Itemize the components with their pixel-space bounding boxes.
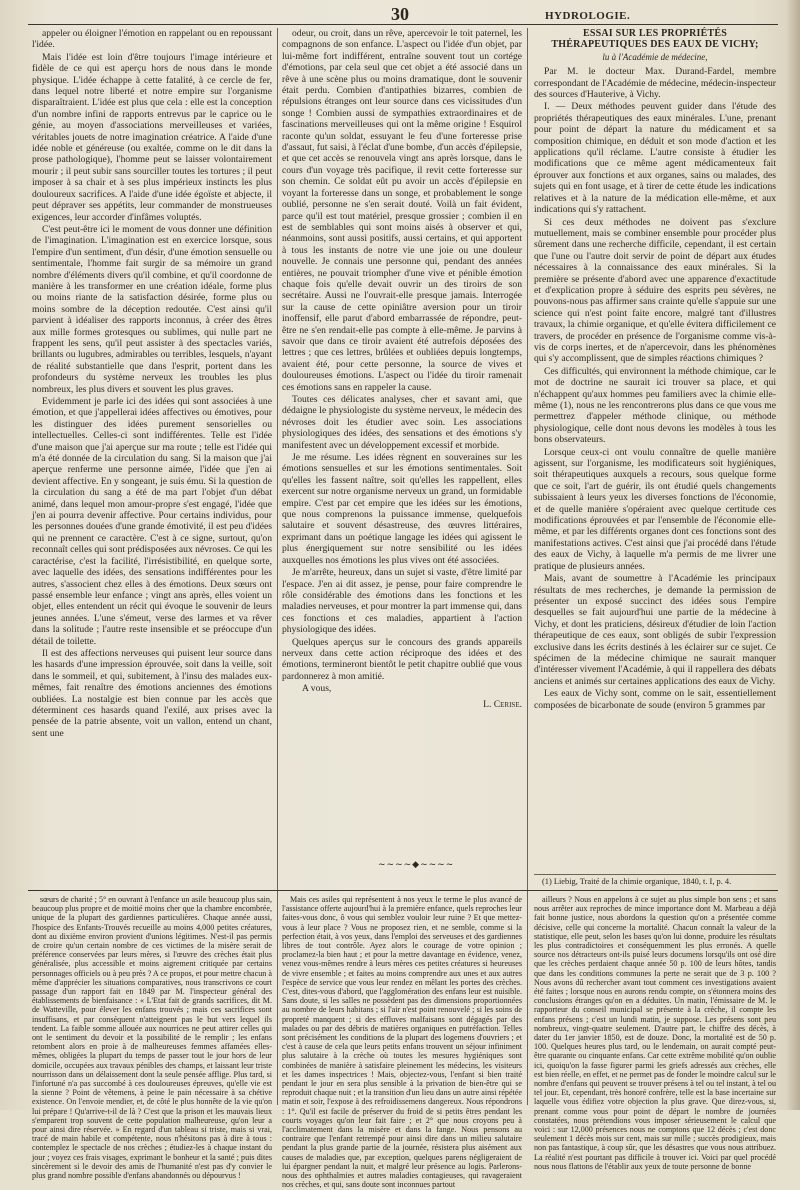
column-divider xyxy=(277,895,278,1105)
paragraph: Ces difficultés, qui environnent la méthode chimique, car le mot de doctrine ne saurait ici trouver sa place, et qui n'échappent qu'aux hommes peu familiers avec la chimie elle-même (1), nous ne les rencontrerons plus dans ce que vous me permettrez d'appeler méthode clinique, ou méthode physiologique, celle dont nous devons les modèles à tous les bons observateurs. xyxy=(534,365,776,446)
paragraph: Je me résume. Les idées règnent en souveraines sur les émotions sensuelles et sur les émotions sentimentales. Soit qu'elles les fassent naître, soit qu'elles les rappellent, elles exercent sur notre organisme nerveux un grand, un formidable empire. C'est par cet empire que les idées sur les émotions, que nous comprenons la puissance immense, quelquefois salutaire et souvent désastreuse, des œuvres littéraires, exprimant dans un poétique langage les idées qui agissent le plus énergiquement sur notre sensibilité ou les idées auxquelles nos émotions les plus vives ont été associées. xyxy=(282,452,522,566)
paragraph: sœurs de charité ; 5° en ouvrant à l'enfance un asile beaucoup plus sain, beaucoup plus propre et de moitié moins cher que la chambre encombrée, unique de la plupart des gardiennes particulières. Chaque année aussi, l'hospice des Enfants-Trouvés recueille au moins 4,000 petites créatures, dont au dixième environ provient d'unions légitimes. N'est-il pas permis de croire qu'un certain nombre de ces victimes de la misère serait de préférence conservées par leurs mères, si l'œuvre des crèches était plus généralisée, plus accessible et moins aigrement critiquée par certains personnages officiels ou à peu près ? A ce propos, et pour mettre chacun à même d'apprécier les situations comparatives, nous transcrivons ce court passage d'un rapport fait en 1849 par M. l'inspecteur général des établissements de bienfaisance : « L'Etat fait de grands sacrifices, dit M. de Watteville, pour élever les enfans trouvés ; mais ces sacrifices sont insuffisans, et par conséquent n'atteignent pas le but vers lequel ils tendent. La faible somme allouée aux nourrices ne peut attirer celles qui ont le sentiment du devoir et la possibilité de le remplir ; les enfans retombent alors en proie à de malheureuses femmes affamées elles-mêmes, obligées la plupart du temps de passer tout le jour hors de leur domicile, occupées aux travaux pénibles des champs, et laissant leur triste nourrisson dans un délaissement dont la seule pensée afflige. Plus tard, si l'infortuné n'a pas succombé à ces douloureuses épreuves, qu'elle vie est la sienne ? Point de vêtemens, à peine le pain nécessaire à sa chétive existence. On l'envoie mendier, et, de côté le plus honnête de la vie qu'on lui prépare ! Qu'arrive-t-il de là ? C'est que la prison et les mauvais lieux s'emparent trop souvent de cette population malheureuse, qu'on leur a pour ainsi dire réservée. » En regard d'un tableau si triste, mais si vrai, tracé de main habile et compétente, nous n'hésitons pas à dire à tous : contemplez le spectacle de nos crèches ; étudiez-les à chaque instant du jour ; voyez ces frais visages, exprimant le bonheur et la santé ; puis dites sincèrement si le devoir des amis de l'humanité n'est pas d'y convier le plus grand nombre possible d'enfans abandonnés ou dépourvus ! xyxy=(32,895,272,1181)
top-rule xyxy=(28,24,778,25)
paragraph: Si ces deux méthodes ne doivent pas s'exclure mutuellement, mais se combiner ensemble pour procéder plus sûrement dans une recherche difficile, cependant, il est certain que l'une ou l'autre doit servir de point de départ aux études nécessaires à la connaissance des eaux minérales. Si la première se présente d'abord avec une apparence d'exactitude et d'explication propre à séduire des esprits peu sévères, ne pouvons-nous pas affirmer sans crainte qu'elle s'appuie sur une science qui n'est point faite encore, malgré tant d'illustres travaux, la chimie organique, et qu'elle évitera difficilement ce travers, de procéder en présence de l'organisme comme vis-à-vis de corps inertes, et de n'apercevoir, dans les phénomènes qui s'y accomplissent, que de simples réactions chimiques ? xyxy=(534,216,776,365)
author-line: Par M. le docteur Max. Durand-Fardel, membre correspondant de l'Académie de médecine, médecin-inspecteur des sources d'Hauterive, à Vichy. xyxy=(534,66,776,101)
section-ornament: ~~~~◆~~~~ xyxy=(378,860,455,870)
article-column-3 xyxy=(534,28,776,890)
paragraph: Toutes ces délicates analyses, cher et savant ami, que dédaigne le physiologiste du système nerveux, le médecin des névroses doit les étudier avec soin. Les associations physiologiques des idées, des sensations et des émotions s'y manifestent avec un développement excessif et morbide. xyxy=(282,394,522,451)
paragraph: odeur, ou croit, dans un rêve, apercevoir le toit paternel, les compagnons de son enfance. L'aspect ou l'idée d'un objet, par lui-même fort indifférent, entraîne souvent tout un cortége d'émotions, par cela seul que cet objet a été associé dans un rêve à une scène plus ou moins dramatique, dont le souvenir était perdu. Combien d'antipathies bizarres, combien de répulsions étranges ont leur source dans ces vicissitudes d'un songe ! Combien aussi de sympathies extraordinaires et de fascinations merveilleuses qui ont la même origine ! Esquirol raconte qu'un soldat, essuyant le feu d'une forteresse prise d'assaut, fut saisi, à l'éclat d'une bombe, d'un accès d'épilepsie, et que cet accès se renouvela vingt ans après lorsque, dans le cours d'un voyage très pacifique, il revit cette forteresse sur son chemin. Ce soldat eût pu avoir un accès d'épilepsie en voyant la forteresse dans un songe, et probablement le songe oublié, personne ne s'en serait douté. Voilà un fait évident, parce qu'il est tout matériel, presque grossier ; combien il en est de semblables qui sont moins aisés à observer et qui, néanmoins, sont aussi positifs, aussi certains, et qui apportent à tous les instants de notre vie une joie ou une douleur nouvelle. Je connais une personne qui, pendant des années entières, ne pouvait triompher d'une vive et pénible émotion chaque fois qu'elle devait ouvrir un des tiroirs de son secrétaire. Aussi ne l'ouvrait-elle presque jamais. Interrogée sur la cause de cette opiniâtre aversion pour un tiroir inoffensif, elle parut d'abord embarrassée de répondre, peut-être ne s'en rendait-elle pas compte à elle-même. Je parvins à savoir que dans ce tiroir avaient été autrefois déposées des lettres ; que ces lettres, brûlées et oubliées depuis longtemps, avaient été, pour cette personne, la source de vives et douloureuses émotions. L'aspect ou l'idée du tiroir ramenait ces émotions sans en rappeler la cause. xyxy=(282,28,522,393)
paragraph: Mais ces asiles qui représentent à nos yeux le terme le plus avancé de l'assistance offerte aujourd'hui à la première enfance, quels reproches leur faites-vous donc, ô vous qui semblez vouloir leur ruine ? Et que mettez-vous à leur place ? Vous ne proposez rien, et ne semble, comme si la perfection était, à vos yeux, dans l'emploi des serveuses et des gardiennes libres de tout contrôle. Ayez alors le courage de votre opinion ; proclamez-la bien haut ; et pour la mettre davantage en évidence, venez, venez vous-mêmes rendre à leurs mères ces petites créatures si heureuses de vivre ensemble ; et faites au moins comprendre aux unes et aux autres l'espèce de service que vous leur rendez en mêlant les portes des crèches. C'est, dites-vous d'abord, que l'agglomération des enfans leur est nuisible. Sans doute, si les salles ne possèdent pas des dimensions proportionnées au nombre de leurs habitans ; si l'air n'est point renouvelé ; si les soins de propreté manquent ; si des effluves malfaisans sont dégagés par des malades ou par des débris de matières organiques en putréfaction. Telles sont précisément les conditions de la plupart des logemens d'ouvriers ; et c'est à cause de cela que leurs petits enfans trouvent un séjour infiniment plus salutaire à la crèche où toutes les mesures hygiéniques sont combinées de manière à satisfaire pleinement les médecins, les visiteurs et les dames inspectrices ! Mais, objectez-vous, l'enfant si bien traité pendant le jour en sera plus sensible à la privation de bien-être qui se reproduit chaque nuit ; et la transition d'un lieu dans un autre ainsi répétée matin et soir, l'expose à des refroidissemens dangereux. Nous répondrons : 1°. Qu'il est facile de préserver du froid de si petits êtres pendant les courts voyages qu'on leur fait faire ; et 2° que nous croyons peu à l'acclimatement dans la misère et dans la fange. Nous pensons au contraire que l'enfant retrempé pour ainsi dire dans un milieu salutaire pendant la plus grande partie de la journée, résistera plus aisément aux causes de maladies que, par exception, quelques parens négligeraient de lui épargner pendant la nuit, et malgré leur présence au logis. Parlerons-nous des ophthalmies et autres maladies contagieuses, qui ravageraient nos crèches, et qui, sans doute sont inconnues partout xyxy=(282,895,522,1190)
paragraph: C'est peut-être ici le moment de vous donner une définition de l'imagination. L'imagination est en exercice lorsque, sous l'empire d'un sentiment, d'un désir, d'une émotion sensuelle ou sentimentale, l'homme fait surgir de sa mémoire un grand nombre d'éléments divers qu'il combine, et qu'il coordonne de manière à les transformer en une création idéale, forme plus ou moins riante de la satisfaction désirée, forme plus ou moins sombre de la déception redoutée. C'est ainsi qu'il parvient à idéaliser des rapports inconnus, à créer des êtres aux mille formes grotesques ou sublimes, qui nulle part ne frappent les sens, qu'il peut assister à des spectacles variés, brillants ou lugubres, admirables ou terribles, lesquels, n'ayant de réalité substantielle que dans l'esprit, portent dans les profondeurs du système nerveux les troubles les plus nombreux, les plus divers et souvent les plus graves. xyxy=(32,223,272,395)
paragraph: I. — Deux méthodes peuvent guider dans l'étude des propriétés thérapeutiques des eaux minérales. L'une, prenant pour point de départ la nature du médicament et sa composition chimique, en déduit et son mode d'action et les applications qu'il réclame. L'autre consiste à étudier les modifications que ce même agent médicamenteux fait éprouver aux fonctions et aux organes, sains ou malades, des sujets qui en font usage, et à tirer de cette étude les indications relatives et à la nature de la médication elle-même, et aux indications qui s'y rattachent. xyxy=(534,101,776,216)
paragraph: ailleurs ? Nous en appelons à ce sujet au plus simple bon sens ; et sans nous arrêter aux reproches de mince importance dont M. Marbeau a déjà fait bonne justice, nous abordons la question qu'on a présentée comme décisive, celle qui concerne la mortalité. Chacun connaît la valeur de la statistique, elle peut, selon les bases qu'on lui donne, produire les résultats les plus contradictoires et conséquemment les plus erronés. A quelle source nos détracteurs ont-ils puisé leurs documens lorsqu'ils ont osé dire que les crèches perdaient chaque année 50 p. 100 de leurs hôtes, tandis que dans les conditions communes la perte ne serait que de 3 p. 100 ? Nous avons dû rechercher avant tout comment ces investigations avaient été faites ; lorsque nous en aurons rendu compte, on s'étonnera moins des conclusions étranges qu'on en a déduites. Un matin, l'émissaire de M. le rapporteur du conseil municipal se présente à la crèche, il compte les enfans présens ; c'est un lundi matin, je suppose. Les présens sont peu nombreux, vingt-quatre seulement. D'autre part, le chiffre des décès, à dater du 1er janvier 1850, est de douze. Donc, la mortalité est de 50 p. 100. Quelques heures plus tard, ou le lendemain, on aurait compté peut-être quarante ou cinquante enfans. Car cette extrême mobilité qu'on oublie ici, quoiqu'on la fasse figurer parmi les griefs adressés aux crèches, elle est bien réelle, en effet, et ne permet pas de fonder le moindre calcul sur le nombre d'enfans qui peuvent se trouver présens à tel ou tel instant, à tel ou tel jour. Et, cependant, très honoré confrère, telle est la base incertaine sur laquelle vous édifiez votre objection la plus grave. Que direz-vous, si, prenant comme vous pour point de départ le nombre de journées constatées, nous prétendions vous imposer sérieusement le calcul que voici : sur 12,000 présences nous ne comptons que 12 décès ; c'est donc seulement 1 décès mois sur cent, mais sur mille ; succès prodigieux, mais non pas fantastique, à coup sûr, que les désastres que vous nous attribuez. La réalité n'est pourtant pas difficile à trouver ici. Voici par quel procédé nous nous flattons de l'établir aux yeux de toute personne de bonne xyxy=(534,895,776,1171)
letter-greeting: A vous, xyxy=(302,683,332,695)
lower-column-2 xyxy=(282,895,522,1190)
page-edge-shadow xyxy=(786,0,800,1110)
article-column-1 xyxy=(32,28,272,890)
page-number: 30 xyxy=(391,4,409,24)
paragraph: Il est des affections nerveuses qui puisent leur source dans les hasards d'une impression éprouvée, soit dans la veille, soit dans le sommeil, et qui, subitement, à l'insu des malades eux-mêmes, fait renaître des émotions anciennes des émotions oubliées. La nostalgie est bien connue par les accès que déterminent ces hasards quand l'exilé, aux prises avec la pensée de la patrie absente, voit un vallon, entend un chant, sent une xyxy=(32,647,272,739)
paragraph: Je m'arrête, heureux, dans un sujet si vaste, d'être limité par l'espace. J'en ai dit assez, je pense, pour faire comprendre le rôle considérable des émotions dans les fonctions et les maladies nerveuses, et pour montrer la part immense qui, dans ces fonctions et ces maladies, appartient à l'action physiologique des idées. xyxy=(282,567,522,636)
paragraph: Quelques aperçus sur le concours des grands appareils nerveux dans cette action réciproque des idées et des émotions, termineront bientôt le petit chapitre oublié que vous pardonnerez à mon amitié. xyxy=(282,636,522,682)
paragraph: Lorsque ceux-ci ont voulu connaître de quelle manière agissent, sur l'organisme, les modificateurs soit hygiéniques, soit thérapeutiques auxquels a recours, sous quelque forme que ce soit, l'art de guérir, ils ont étudié quels changements subissaient à leurs yeux les diverses fonctions de l'économie, et de quelle manière s'opéraient avec quelque certitude ces modifications éprouvées et par l'ensemble de l'économie elle-même, et par les différents organes dont ces fonctions sont des manifestations actives. C'est ainsi que j'ai procédé dans l'étude des eaux de Vichy, à laquelle m'a permis de me livrer une pratique de plusieurs années. xyxy=(534,446,776,572)
essay-title: ESSAI SUR LES PROPRIÉTÉS THÉRAPEUTIQUES DES EAUX DE VICHY; xyxy=(551,28,759,51)
paragraph: Evidemment je parle ici des idées qui sont associées à une émotion, et que j'appellerai idées affectives ou émotives, pour les distinguer des idées purement sensorielles ou intellectuelles. Celles-ci sont indifférentes. Telle est l'idée d'une maison que j'ai aperçue sur ma route ; telle est l'idée qui m'a été donnée de la circulation du sang. Si la maison que j'ai aperçue renferme une personne aimée, l'idée que j'en ai devient affective. En y songeant, je suis ému. Si la question de la circulation du sang a été de ma part l'objet d'un débat animé, dans lequel mon amour-propre s'est engagé, l'idée que j'en ai pourra devenir affective. Pour certains individus, pour les personnes douées d'une grande émotivité, il est peu d'idées qui ne prennent ce caractère. C'est à ce signe, surtout, qu'on reconnaît celles qui sont prédisposées aux névroses. Ce qui les caractérise, c'est la facilité, l'irrésistibilité, en quelque sorte, avec laquelle des idées, des sensations indifférentes pour les autres, s'associent chez elles à des émotions. Deux sœurs ont passé ensemble leur enfance ; vingt ans après, elles voient un objet, elles entendent un récit qui évoque le souvenir de leurs jeunes années. L'une s'émeut, verse des larmes et va rêver dans la solitude ; l'autre reste insensible et se préoccupe d'un détail de toilette. xyxy=(32,396,272,647)
paragraph: Les eaux de Vichy sont, comme on le sait, essentiellement composées de bicarbonate de soude (environ 5 grammes par xyxy=(534,688,776,711)
lower-column-3 xyxy=(534,895,776,1171)
section-title: HYDROLOGIE. xyxy=(545,10,631,22)
lower-column-1 xyxy=(32,895,272,1181)
footnote: (1) Liebig, Traité de la chimie organique, 1840, t. I, p. 4. xyxy=(534,874,776,887)
essay-subtitle: lu à l'Académie de médecine, xyxy=(602,51,708,62)
article-column-2 xyxy=(282,28,522,890)
paragraph: appeler ou éloigner l'émotion en rappelant ou en repoussant l'idée. xyxy=(32,28,272,51)
author-signature: L. Cerise. xyxy=(483,698,522,710)
section-rule xyxy=(28,890,778,891)
paragraph: Mais l'idée est loin d'être toujours l'image intérieure et fidèle de ce qui est aperçu hors de nous dans le monde physique. L'idée échappe à cette fatalité, à ce cercle de fer, dans lequel notre liberté et notre empire sur l'organisme disparaîtraient. L'idée est plus que cela : elle est la conception d'un nombre infini de rapports entrevus par le caprice ou le génie, au moyen d'associations merveilleuses et variées, véritables jouets de notre imagination créatrice. A l'aide d'une idée noble et généreuse (ou exaltée, comme on le dit dans la prose pathologique), l'homme peut se laisser volontairement mourir ; il peut subir sans sourciller toutes les tortures ; il peut imposer à sa chair et à ses plus impérieux instincts les plus douloureux sacrifices. A l'aide d'une idée égoïste et abjecte, il peut dépraver ses appétits, leur commander de monstrueuses exigences, leur accorder d'infâmes voluptés. xyxy=(32,51,272,223)
column-divider xyxy=(527,895,528,1105)
paragraph: Mais, avant de soumettre à l'Académie les principaux résultats de mes recherches, je demande la permission de présenter un exposé succinct des idées sous l'empire desquelles se fait aujourd'hui une partie de la médecine à Vichy, et dont les praticiens, désireux d'étudier de loin l'action thérapeutique de ces eaux, sont obligés de subir l'expression exclusive dans les écrits destinés à les éclairer sur ce sujet. Ce spécimen de la médecine chimique ne saurait manquer d'intéresser vivement l'Académie, à qui il rappellera des débats anciens et animés sur certaines applications des eaux de Vichy. xyxy=(534,573,776,687)
